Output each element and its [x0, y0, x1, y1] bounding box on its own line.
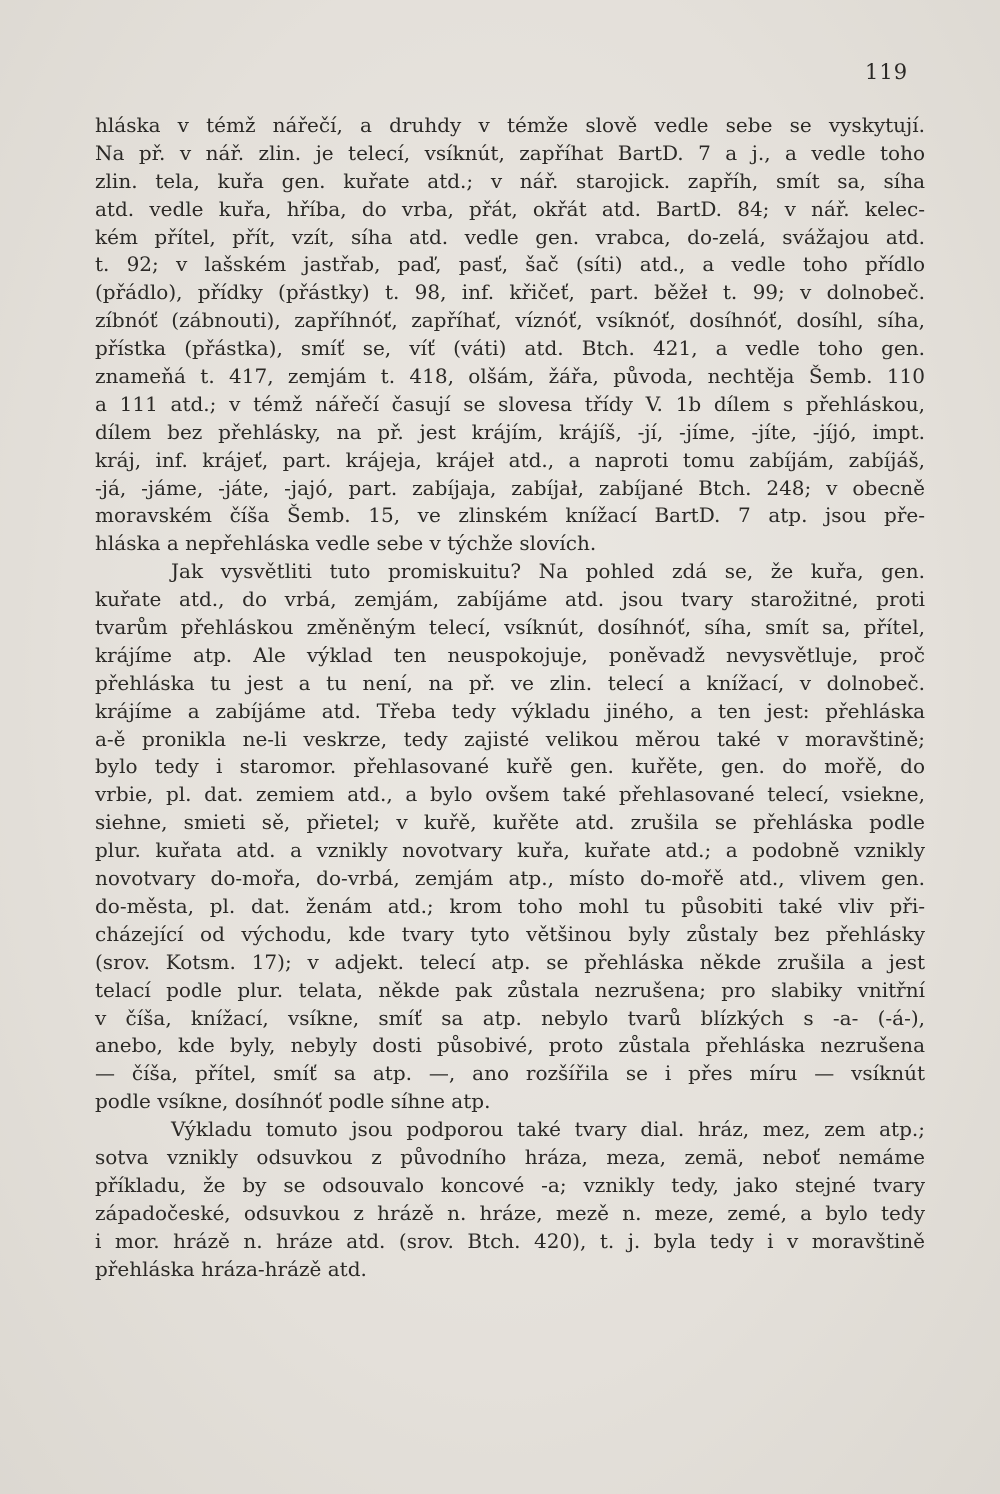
- text-line: kráj, inf. krájeť, part. krájeja, krájeł atd., a naproti tomu zabíjám, zabíjáš,: [95, 447, 925, 472]
- text-line: dílem bez přehlásky, na př. jest krájím, krájíš, -jí, -jíme, -jíte, -jíjó, impt.: [95, 419, 925, 444]
- text-line: sotva vznikly odsuvkou z původního hráza, meza, zemä, neboť nemáme: [95, 1144, 925, 1169]
- text-line: t. 92; v lašském jastřab, paď, pasť, šač (síti) atd., a vedle toho přídlo: [95, 252, 925, 277]
- text-line: a-ě pronikla ne-li veskrze, tedy zajisté velikou měrou také v moravštině;: [95, 726, 925, 751]
- text-line: (srov. Kotsm. 17); v adjekt. telecí atp. se přehláska někde zrušila a jest: [95, 949, 925, 974]
- text-line: anebo, kde byly, nebyly dosti působivé, proto zůstala přehláska nezrušena: [95, 1033, 925, 1058]
- text-line: vrbie, pl. dat. zemiem atd., a bylo ovšem také přehlasované telecí, vsiekne,: [95, 782, 925, 807]
- text-line: hláska a nepřehláska vedle sebe v týchže slovích.: [95, 531, 597, 556]
- text-line: zíbnóť (zábnouti), zapříhnóť, zapříhať, víznóť, vsíknóť, dosíhnóť, dosíhl, síha,: [95, 308, 925, 333]
- text-line: přehláska tu jest a tu není, na př. ve zlin. telecí a knížací, v dolnobeč.: [95, 670, 925, 695]
- text-line: a 111 atd.; v témž nářečí časují se slovesa třídy V. 1b dílem s přehláskou,: [95, 391, 925, 416]
- text-line: Na př. v nář. zlin. je telecí, vsíknút, zapříhat BartD. 7 a j., a vedle toho: [95, 140, 925, 165]
- text-line: tvarům přehláskou změněným telecí, vsíknút, dosíhnóť, síha, smít sa, přítel,: [95, 615, 925, 640]
- text-line: plur. kuřata atd. a vznikly novotvary kuřa, kuřate atd.; a podobně vznikly: [95, 838, 925, 863]
- text-line: krájíme a zabíjáme atd. Třeba tedy výkladu jiného, a ten jest: přehláska: [95, 698, 925, 723]
- text-line: telací podle plur. telata, někde pak zůstala nezrušena; pro slabiky vnitřní: [95, 977, 925, 1002]
- text-line: i mor. hrázě n. hráze atd. (srov. Btch. 420), t. j. byla tedy i v moravštině: [95, 1228, 925, 1253]
- text-line: atd. vedle kuřa, hříba, do vrba, přát, okřát atd. BartD. 84; v nář. kelec-: [95, 196, 925, 221]
- text-line: kém přítel, přít, vzít, síha atd. vedle gen. vrabca, do-zelá, svážajou atd.: [95, 224, 925, 249]
- text-line: zlin. tela, kuřa gen. kuřate atd.; v nář. starojick. zapříh, smít sa, síha: [95, 168, 925, 193]
- text-line: novotvary do-mořa, do-vrbá, zemjám atp., místo do-mořě atd., vlivem gen.: [95, 866, 925, 891]
- text-line: cházející od východu, kde tvary tyto většinou byly zůstaly bez přehlásky: [95, 921, 925, 946]
- text-line: (přádlo), přídky (přástky) t. 98, inf. křičeť, part. běžeł t. 99; v dolnobeč.: [95, 280, 925, 305]
- text-line: moravském číša Šemb. 15, ve zlinském knížací BartD. 7 atp. jsou pře-: [95, 503, 925, 528]
- text-line: bylo tedy i staromor. přehlasované kuřě gen. kuřěte, gen. do mořě, do: [95, 754, 925, 779]
- text-line: přehláska hráza-hrázě atd.: [95, 1256, 367, 1281]
- text-line: krájíme atp. Ale výklad ten neuspokojuje, poněvadž nevysvětluje, proč: [95, 642, 925, 667]
- text-line: přístka (přástka), smíť se, víť (váti) atd. Btch. 421, a vedle toho gen.: [95, 336, 925, 361]
- text-line: Jak vysvětliti tuto promiskuitu? Na pohled zdá se, že kuřa, gen.: [171, 559, 925, 584]
- text-line: Výkladu tomuto jsou podporou také tvary dial. hráz, mez, zem atp.;: [171, 1117, 925, 1142]
- body-text: [95, 112, 925, 1283]
- text-line: hláska v témž nářečí, a druhdy v témže slově vedle sebe se vyskytují.: [95, 113, 925, 137]
- text-line: příkladu, že by se odsouvalo koncové -a; vznikly tedy, jako stejné tvary: [95, 1172, 925, 1197]
- text-line: -já, -jáme, -játe, -jajó, part. zabíjaja, zabíjał, zabíjané Btch. 248; v obecně: [95, 475, 925, 500]
- text-line: západočeské, odsuvkou z hrázě n. hráze, mezě n. meze, zemé, a bylo tedy: [95, 1200, 925, 1225]
- text-line: v číša, knížací, vsíkne, smíť sa atp. nebylo tvarů blízkých s -a- (-á-),: [95, 1005, 925, 1030]
- text-line: — číša, přítel, smíť sa atp. —, ano rozšířila se i přes míru — vsíknút: [95, 1061, 925, 1086]
- text-line: kuřate atd., do vrbá, zemjám, zabíjáme atd. jsou tvary starožitné, proti: [95, 587, 925, 612]
- text-line: do-města, pl. dat. ženám atd.; krom toho mohl tu působiti také vliv při-: [95, 893, 925, 918]
- text-line: podle vsíkne, dosíhnóť podle síhne atp.: [95, 1089, 491, 1114]
- text-line: siehne, smieti sě, přietel; v kuřě, kuřěte atd. zrušila se přehláska podle: [95, 810, 925, 835]
- text-line: znameňá t. 417, zemjám t. 418, olšám, žářa, původa, nechtěja Šemb. 110: [95, 364, 925, 389]
- page-number: 119: [865, 60, 909, 84]
